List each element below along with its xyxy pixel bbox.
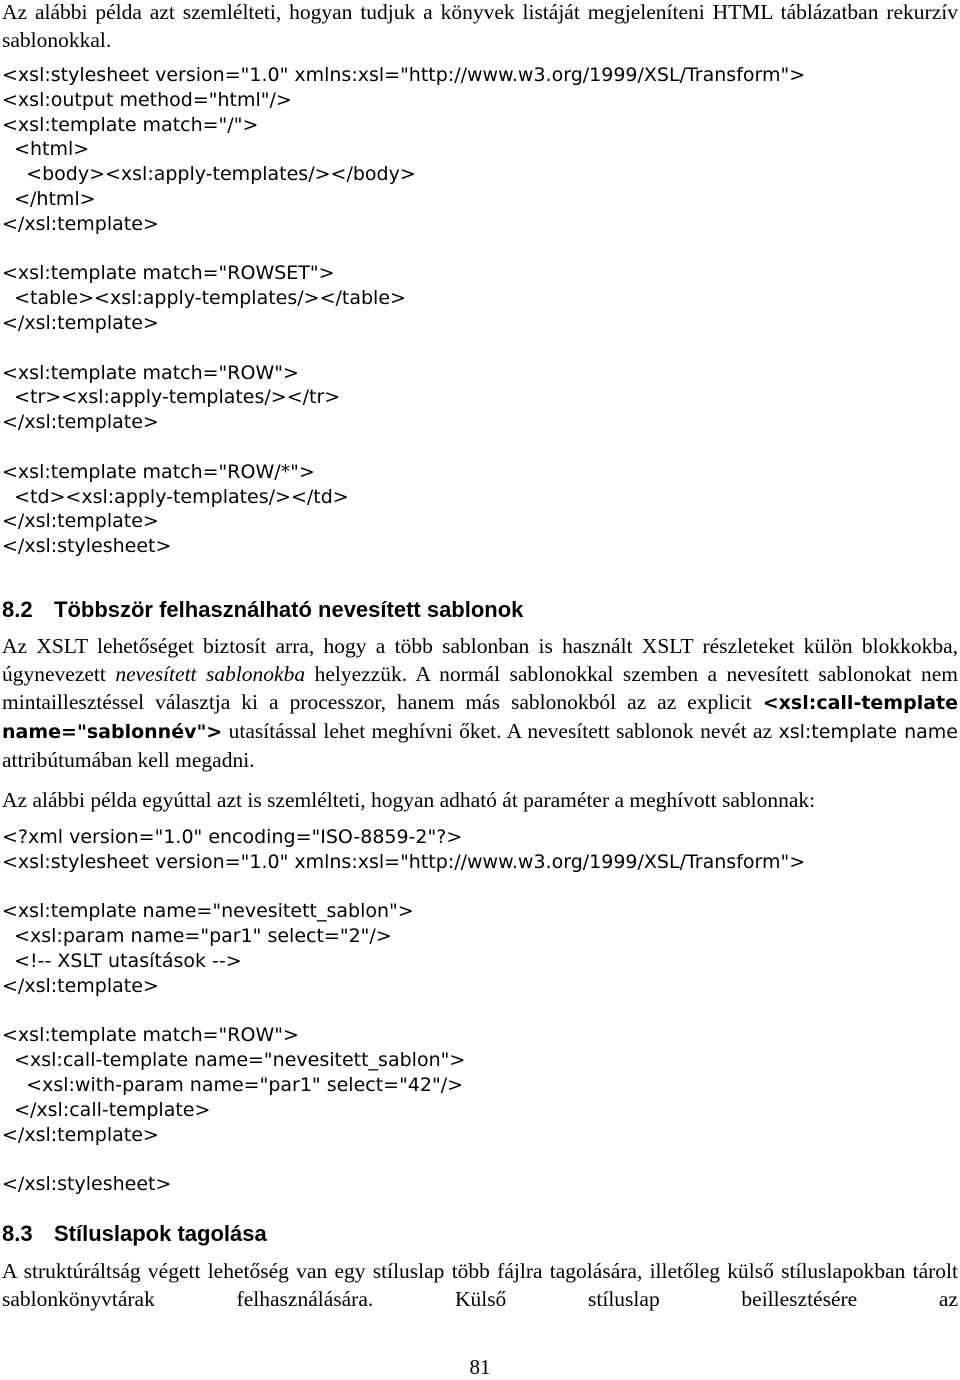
code-line: <tr><xsl:apply-templates/></tr> xyxy=(2,386,341,409)
code-line: <xsl:stylesheet version="1.0" xmlns:xsl="http://www.w3.org/1999/XSL/Transform"> xyxy=(2,64,806,86)
code-line: <?xml version="1.0" encoding="ISO-8859-2"?> xyxy=(2,826,463,848)
code-line: <td><xsl:apply-templates/></td> xyxy=(2,485,349,508)
section-title: Többször felhasználható nevesített sablonok xyxy=(54,597,524,622)
section-title: Stíluslapok tagolása xyxy=(54,1221,267,1246)
code-line: <body><xsl:apply-templates/></body> xyxy=(2,163,416,186)
code-line: <table><xsl:apply-templates/></table> xyxy=(2,287,406,310)
code-line: <xsl:template match="ROWSET"> xyxy=(2,262,335,285)
emphasis-term: nevesített sablonokba xyxy=(115,662,306,686)
paragraph-text: helyezzük. A normál sablonokkal szemben a nevesített sablonokat nem mintaillesztéssel választja ki a processzor, hanem más sablonokból az az explicit xyxy=(2,662,958,714)
inline-code-call-template: <xsl:call-template name="sablonnév"> xyxy=(2,692,958,743)
code-line: <xsl:output method="html"/> xyxy=(2,88,292,111)
section-heading-8-2 xyxy=(0,596,525,624)
page-number: 81 xyxy=(469,1355,491,1379)
code-line: </xsl:template> xyxy=(2,974,159,997)
code-line: </xsl:template> xyxy=(2,1123,159,1146)
code-line: </xsl:template> xyxy=(2,212,159,235)
code-line: <xsl:template match="ROW"> xyxy=(2,361,299,384)
inline-code-template-name: xsl:template name xyxy=(778,721,958,743)
paragraph-text: utasítással lehet meghívni őket. A nevesített sablonok nevét az xyxy=(222,719,779,743)
code-line: <xsl:with-param name="par1" select="42"/> xyxy=(2,1073,464,1096)
section-number: 8.2 xyxy=(2,597,33,622)
intro-paragraph: Az alábbi példa azt szemlélteti, hogyan tudjuk a könyvek listáját megjeleníteni HTML táblázatban rekurzív sablonokkal. xyxy=(2,0,958,52)
paragraph-parameter-example: Az alábbi példa egyúttal azt is szemlélteti, hogyan adható át paraméter a meghívott sablonnak: xyxy=(2,788,816,812)
code-block-2 xyxy=(0,825,807,1197)
section-heading-8-3 xyxy=(0,1220,269,1248)
code-line: <xsl:template name="nevesitett_sablon"> xyxy=(2,900,414,923)
code-line: </xsl:stylesheet> xyxy=(2,1173,172,1196)
code-line: </html> xyxy=(2,187,96,210)
code-line: <xsl:param name="par1" select="2"/> xyxy=(2,925,392,948)
paragraph-stylesheet-structure: A struktúráltság végett lehetőség van egy stíluslap több fájlra tagolására, illetőleg külső stíluslapokban tárolt sablonkönyvtárak felhasználására. Külső stíluslap beillesztésére az xyxy=(2,1259,958,1311)
code-block-1 xyxy=(0,63,807,559)
code-line: <!-- XSLT utasítások --> xyxy=(2,949,242,972)
section-number: 8.3 xyxy=(2,1221,33,1246)
code-line: <xsl:template match="ROW/*"> xyxy=(2,460,315,483)
code-line: </xsl:template> xyxy=(2,311,159,334)
paragraph-text: Az XSLT lehetőséget biztosít arra, hogy a több sablonban is használt XSLT részleteket külön blokkokba, úgynevezett xyxy=(2,634,958,686)
code-line: </xsl:call-template> xyxy=(2,1098,211,1121)
code-line: <xsl:stylesheet version="1.0" xmlns:xsl="http://www.w3.org/1999/XSL/Transform"> xyxy=(2,850,806,873)
paragraph-named-templates xyxy=(0,632,960,774)
code-line: <xsl:template match="ROW"> xyxy=(2,1024,299,1047)
code-line: <xsl:template match="/"> xyxy=(2,113,259,136)
code-line: </xsl:template> xyxy=(2,510,159,533)
code-line: </xsl:stylesheet> xyxy=(2,535,172,558)
paragraph-text: attribútumában kell megadni. xyxy=(2,748,255,772)
code-line: </xsl:template> xyxy=(2,411,159,434)
code-line: <html> xyxy=(2,138,90,161)
code-line: <xsl:call-template name="nevesitett_sablon"> xyxy=(2,1049,466,1072)
